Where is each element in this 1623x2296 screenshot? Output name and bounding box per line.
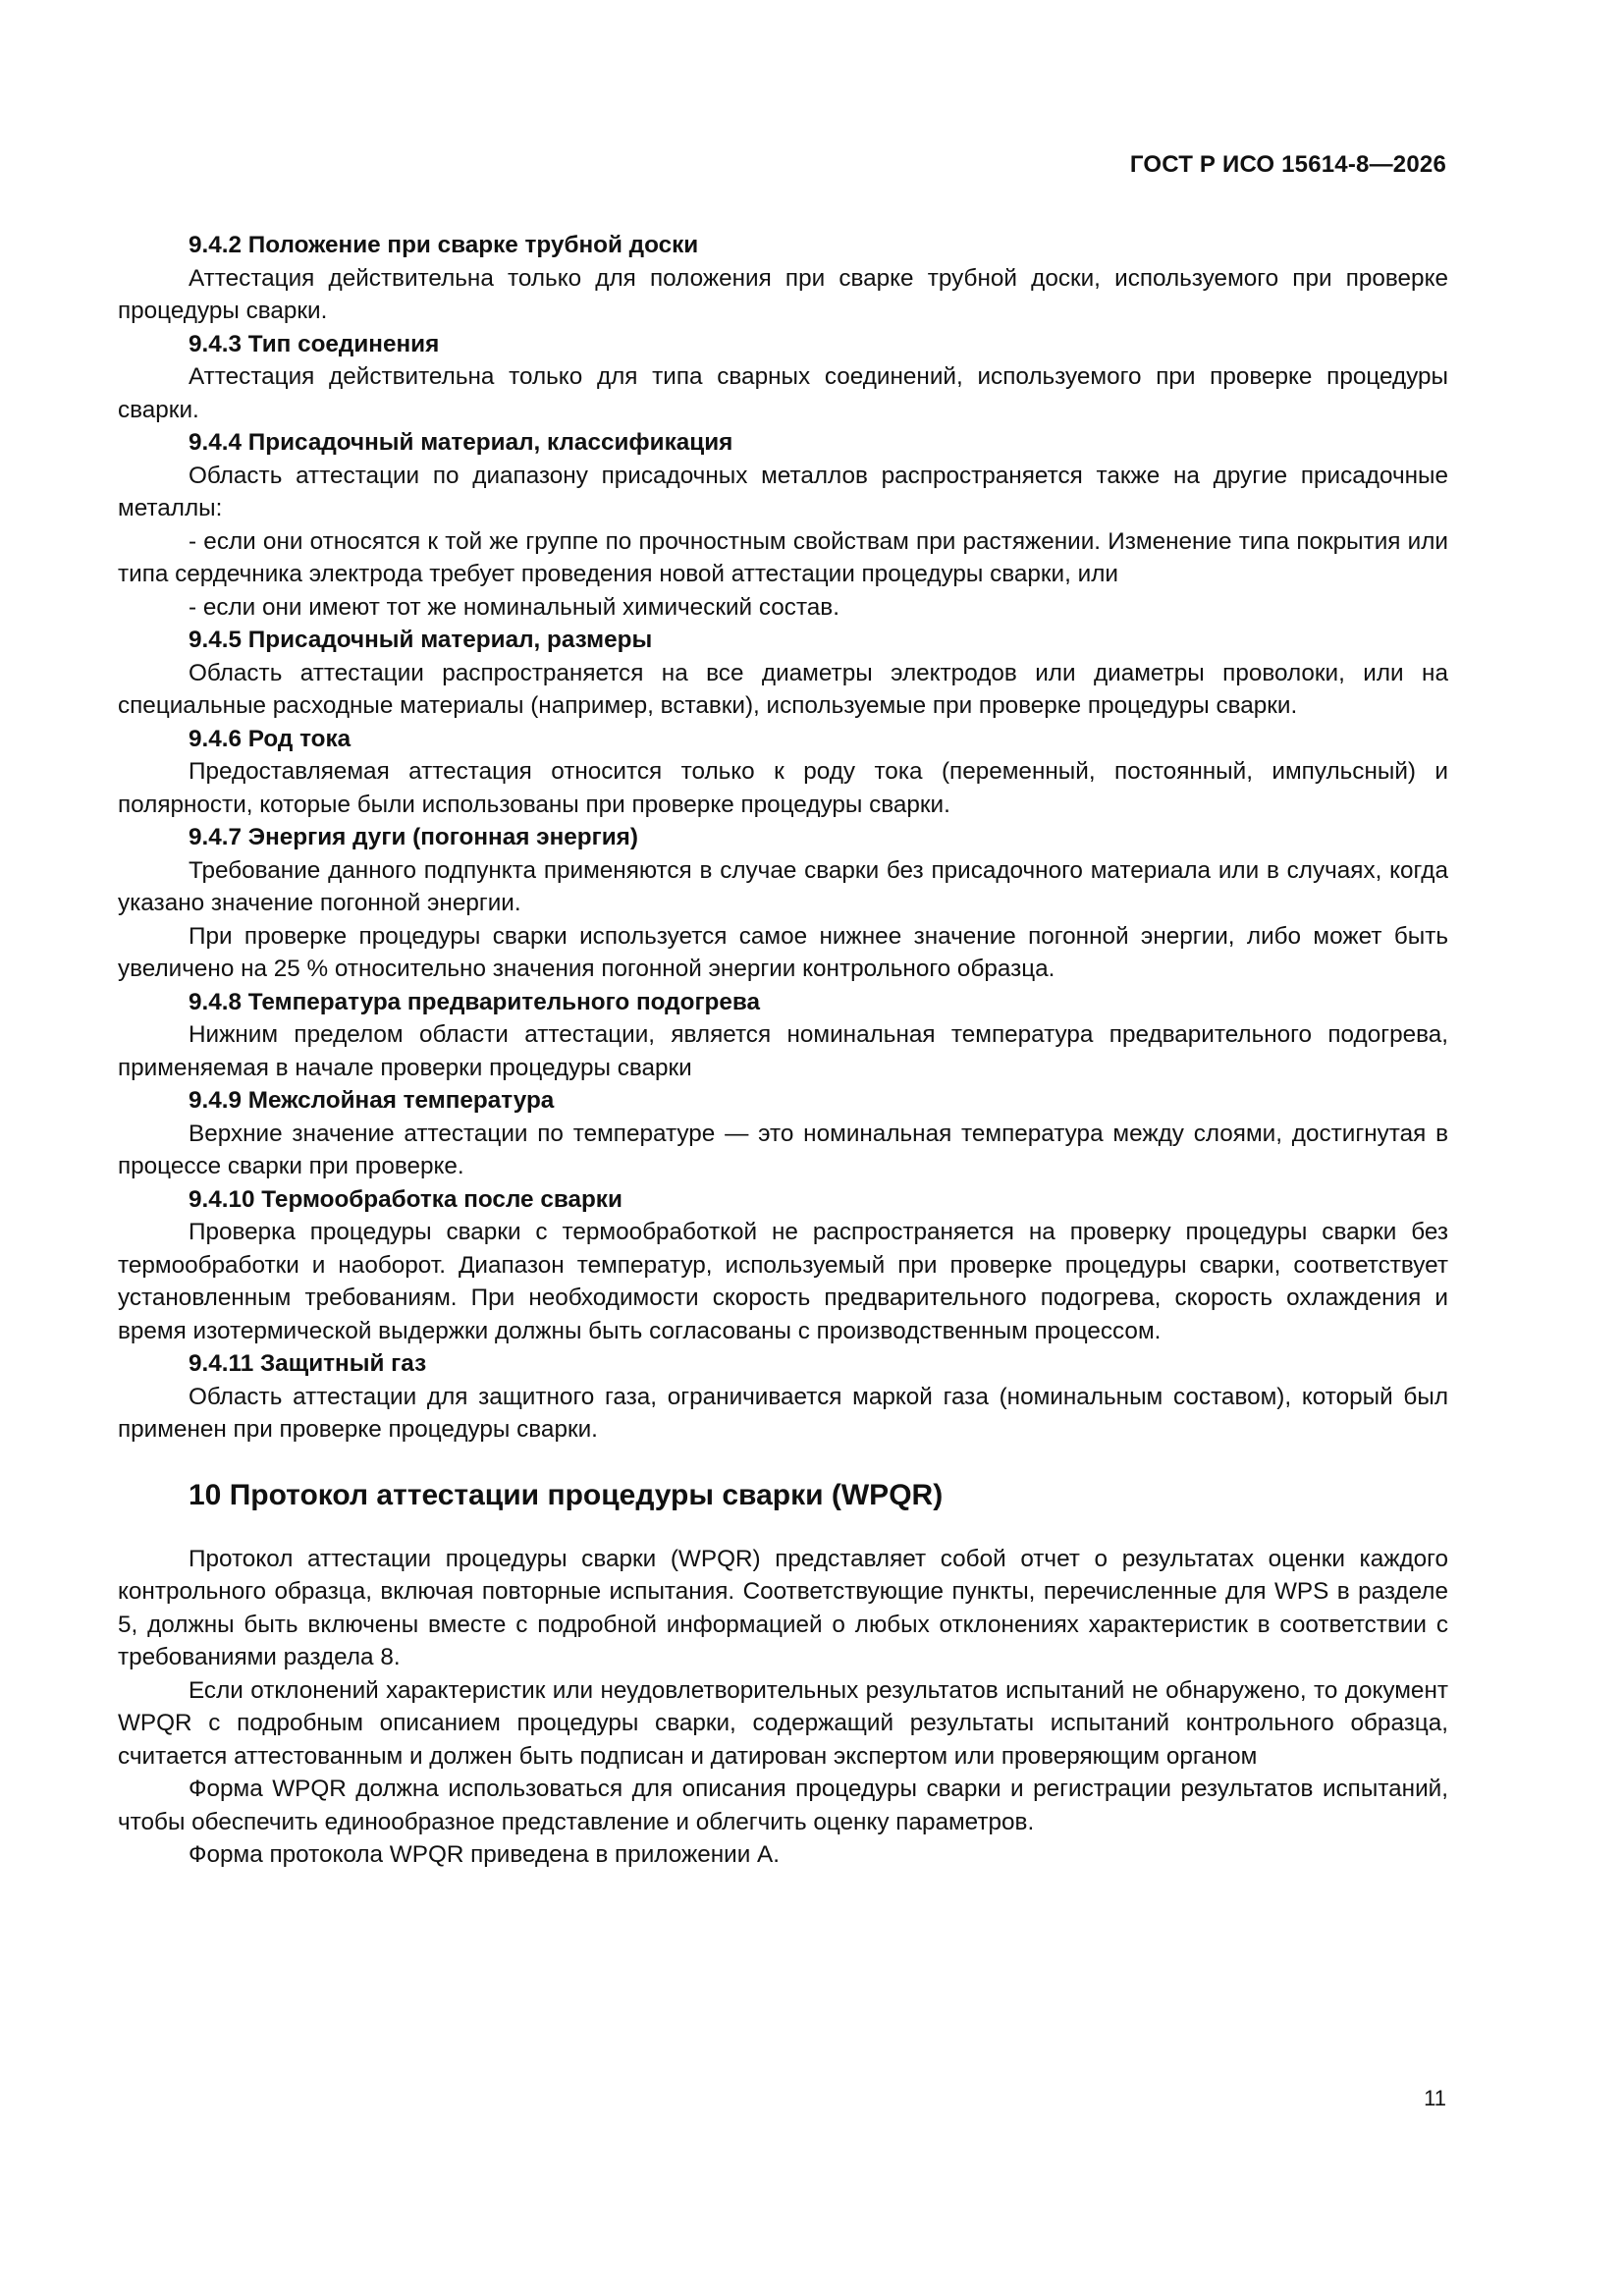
paragraph: Область аттестации для защитного газа, ограничивается маркой газа (номинальным составом), который был применен при проверке процедуры сварки.: [118, 1383, 1448, 1443]
paragraph: Форма WPQR должна использоваться для описания процедуры сварки и регистрации результатов испытаний, чтобы обеспечить единообразное представление и облегчить оценку параметров.: [118, 1776, 1448, 1835]
page-content: [118, 229, 1448, 1872]
paragraph: При проверке процедуры сварки используется самое нижнее значение погонной энергии, либо может быть увеличено на 25 % относительно значения погонной энергии контрольного образца.: [118, 922, 1448, 982]
paragraph: Предоставляемая аттестация относится только к роду тока (переменный, постоянный, импульсный) и полярности, которые были использованы при проверке процедуры сварки.: [118, 758, 1448, 818]
section-heading: 9.4.4 Присадочный материал, классификация: [189, 429, 733, 456]
section-heading: 9.4.3 Тип соединения: [189, 330, 440, 357]
section-heading: 9.4.11 Защитный газ: [189, 1350, 427, 1377]
paragraph: Аттестация действительна только для положения при сварке трубной доски, используемого при проверке процедуры сварки.: [118, 264, 1448, 324]
section-heading: 9.4.5 Присадочный материал, размеры: [189, 627, 653, 653]
paragraph: Область аттестации распространяется на все диаметры электродов или диаметры проволоки, или на специальные расходные материалы (например, вставки), используемые при проверке процедуры сварки.: [118, 659, 1448, 719]
section-heading: 9.4.2 Положение при сварке трубной доски: [189, 232, 699, 258]
chapter-heading: 10 Протокол аттестации процедуры сварки (WPQR): [189, 1478, 944, 1511]
paragraph: Область аттестации по диапазону присадочных металлов распространяется также на другие присадочные металлы:: [118, 462, 1448, 521]
paragraph: Требование данного подпункта применяются в случае сварки без присадочного материала или в случаях, когда указано значение погонной энергии.: [118, 856, 1448, 916]
paragraph: Форма протокола WPQR приведена в приложении А.: [189, 1841, 780, 1868]
section-heading: 9.4.6 Род тока: [189, 725, 352, 752]
section-heading: 9.4.9 Межслойная температура: [189, 1087, 555, 1114]
paragraph: Верхние значение аттестации по температуре — это номинальная температура между слоями, достигнутая в процессе сварки при проверке.: [118, 1120, 1448, 1179]
paragraph: Аттестация действительна только для типа сварных соединений, используемого при проверке процедуры сварки.: [118, 363, 1448, 423]
paragraph: Если отклонений характеристик или неудовлетворительных результатов испытаний не обнаружено, то документ WPQR с подробным описанием процедуры сварки, содержащий результаты испытаний контрольного образца, считается аттестованным и должен быть подписан и датирован экспертом или проверяющим органом: [118, 1676, 1448, 1770]
dash-list-item: - если они относятся к той же группе по прочностным свойствам при растяжении. Изменение типа покрытия или типа сердечника электрода требует проведения новой аттестации процедуры сварки, или: [118, 527, 1448, 587]
section-heading: 9.4.7 Энергия дуги (погонная энергия): [189, 824, 638, 850]
document-code: ГОСТ Р ИСО 15614-8—2026: [1129, 151, 1446, 178]
section-heading: 9.4.8 Температура предварительного подогрева: [189, 988, 761, 1015]
section-heading: 9.4.10 Термообработка после сварки: [189, 1185, 622, 1213]
paragraph: Протокол аттестации процедуры сварки (WPQR) представляет собой отчет о результатах оценки каждого контрольного образца, включая повторные испытания. Соответствующие пункты, перечисленные для WPS в разделе 5, должны быть включены вместе с подробной информацией о любых отклонениях характеристик в соответствии с требованиями раздела 8.: [118, 1545, 1448, 1670]
paragraph: Проверка процедуры сварки с термообработкой не распространяется на проверку процедуры сварки без термообработки и наоборот. Диапазон температур, используемый при проверке процедуры сварки, соответствует установленным требованиям. При необходимости скорость предварительного подогрева, скорость охлаждения и время изотермической выдержки должны быть согласованы с производственным процессом.: [118, 1219, 1448, 1344]
dash-list-item: - если они имеют тот же номинальный химический состав.: [189, 593, 839, 621]
paragraph: Нижним пределом области аттестации, является номинальная температура предварительного подогрева, применяемая в начале проверки процедуры сварки: [118, 1021, 1448, 1081]
page-number: 11: [1424, 2086, 1446, 2110]
